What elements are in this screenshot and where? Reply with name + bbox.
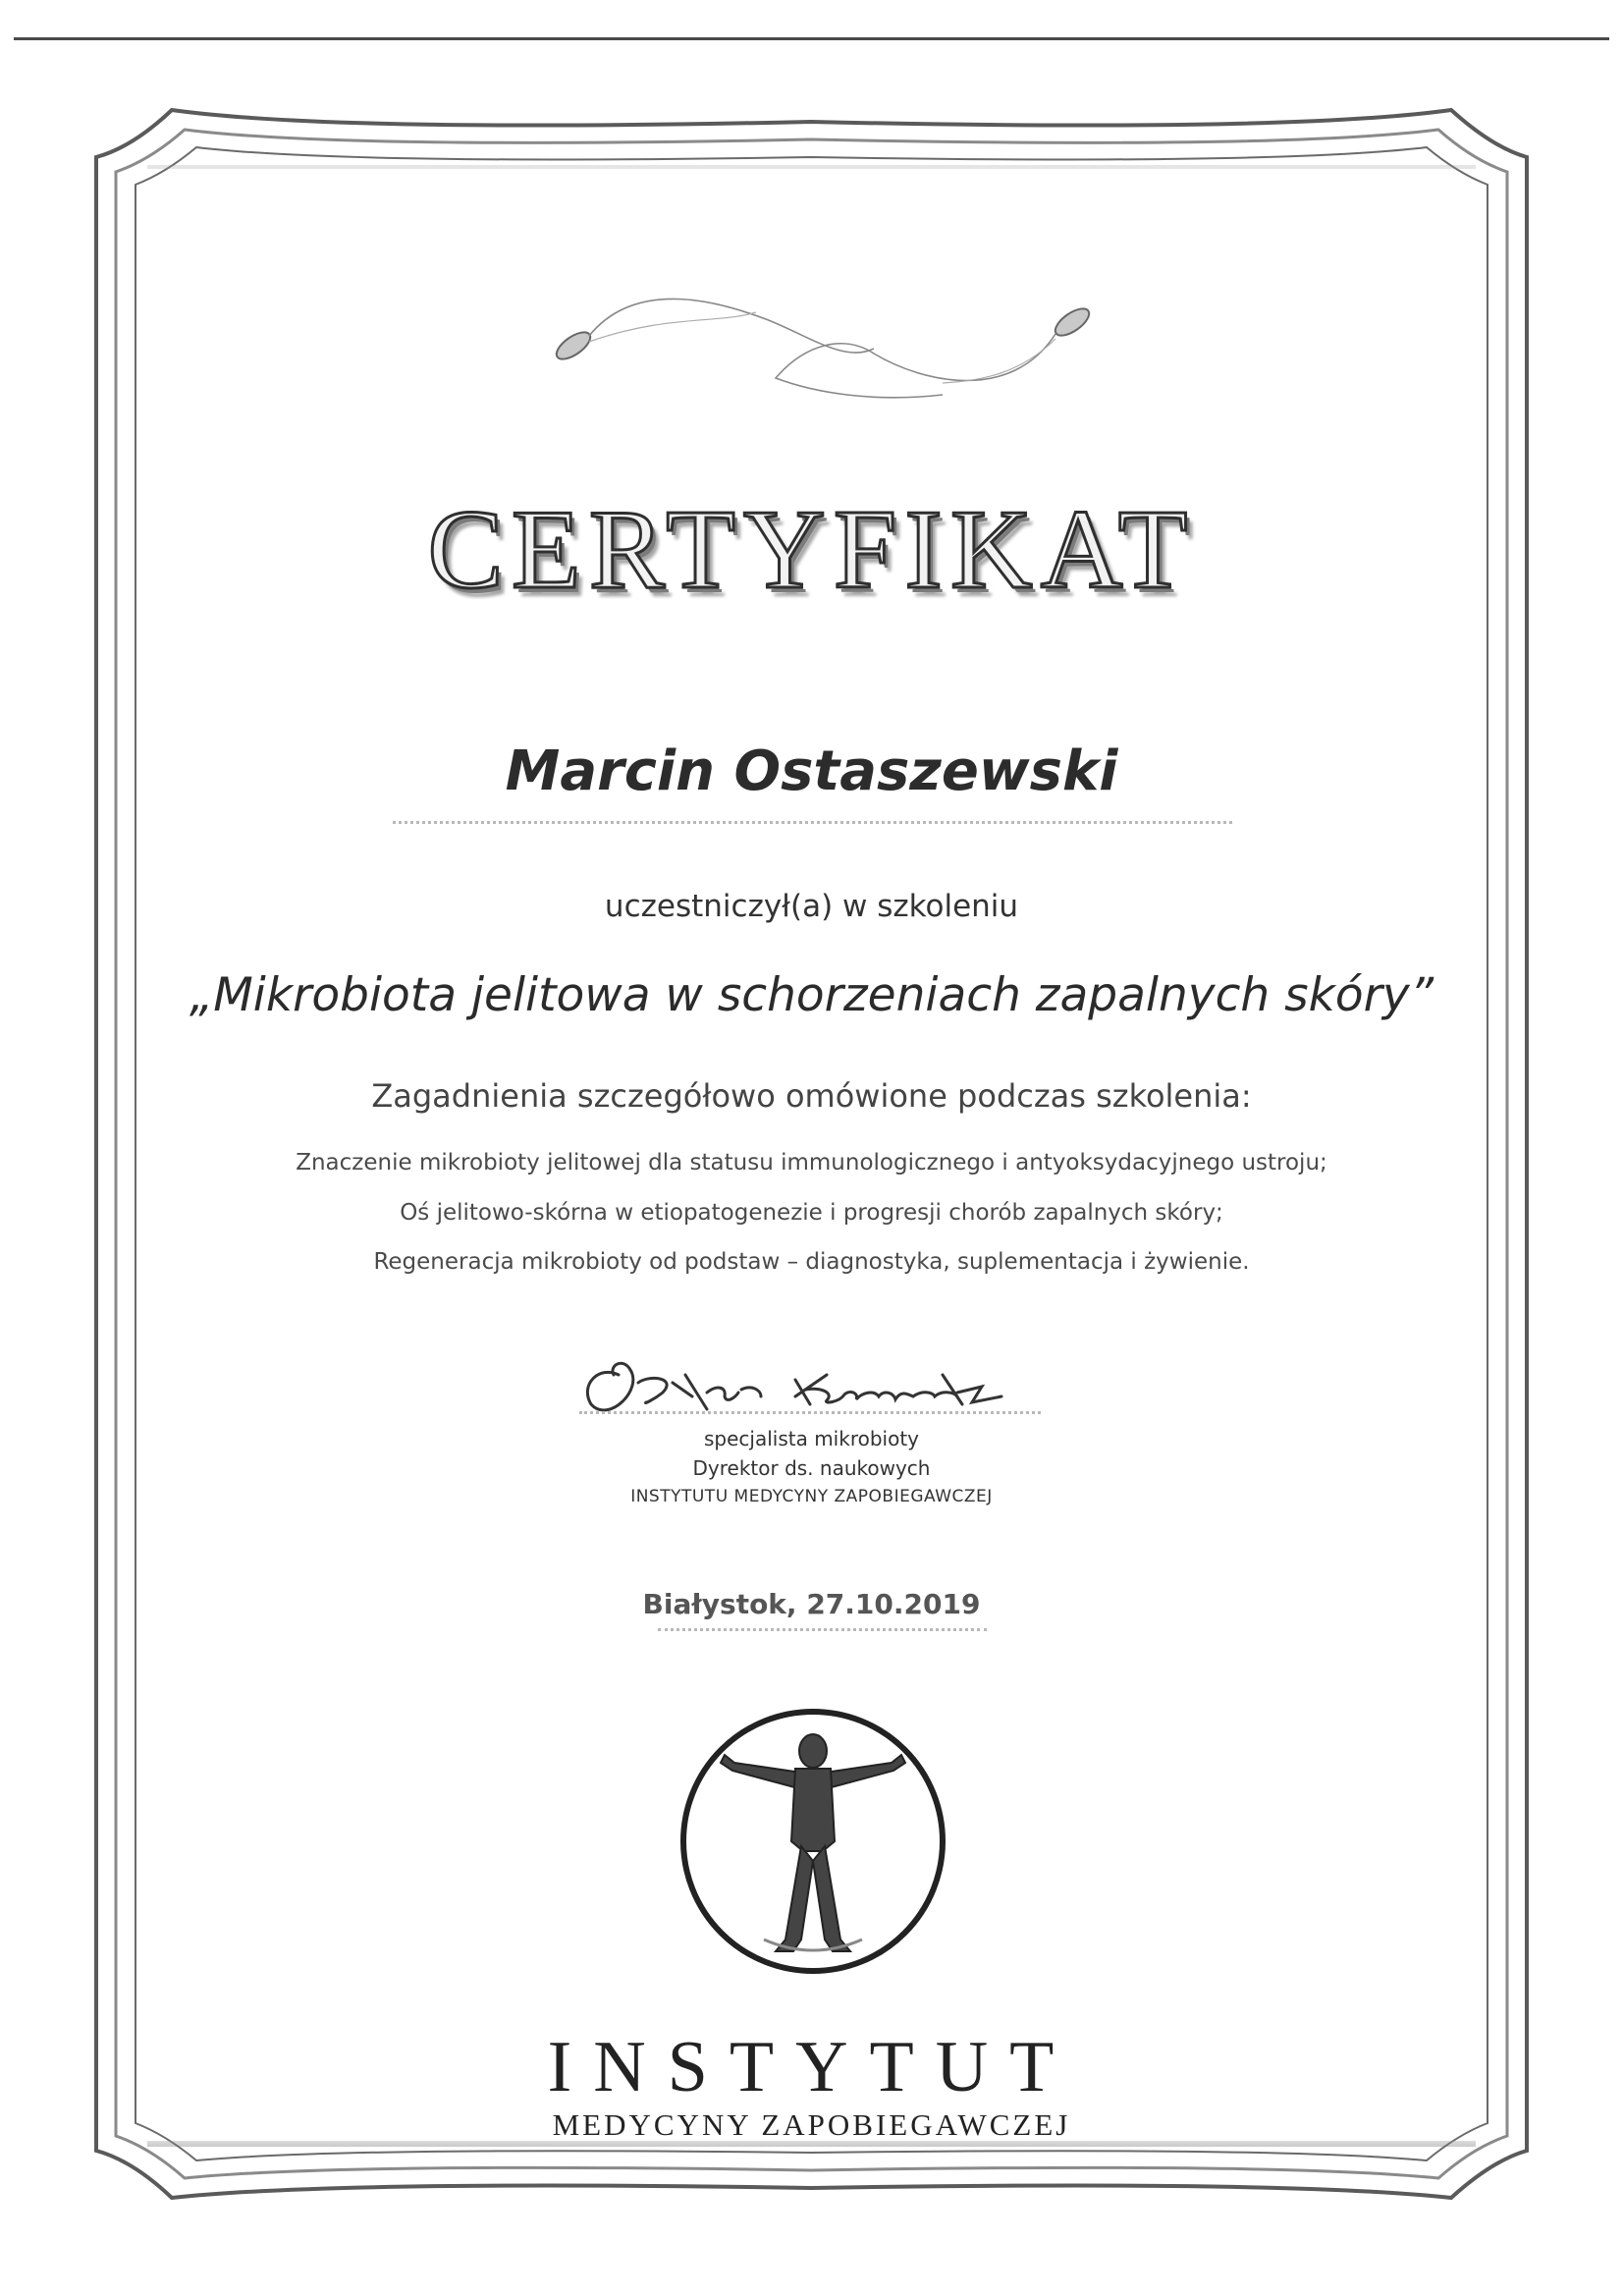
date-dotted-line xyxy=(658,1628,987,1631)
name-dotted-line xyxy=(393,821,1232,824)
signatory-role-2: Dyrektor ds. naukowych xyxy=(692,1456,931,1480)
bacteria-illustration xyxy=(550,285,1100,422)
recipient-name: Marcin Ostaszewski xyxy=(505,739,1118,803)
topics-heading: Zagadnienia szczegółowo omówione podczas szkolenia: xyxy=(371,1077,1252,1115)
topic-item-1: Znaczenie mikrobioty jelitowej dla statusu immunologicznego i antyoksydacyjnego ustroju; xyxy=(296,1150,1327,1175)
certificate-title: CERTYFIKAT xyxy=(427,487,1196,613)
participated-text: uczestniczył(a) w szkoleniu xyxy=(604,889,1019,924)
signatory-institution: INSTYTUTU MEDYCYNY ZAPOBIEGAWCZEJ xyxy=(630,1487,993,1506)
course-title: „Mikrobiota jelitowa w schorzeniach zapalnych skóry” xyxy=(189,968,1434,1022)
signatory-role-1: specjalista mikrobioty xyxy=(703,1427,920,1450)
topic-item-3: Regeneracja mikrobioty od podstaw – diagnostyka, suplementacja i żywienie. xyxy=(373,1249,1250,1275)
vitruvian-man-icon xyxy=(676,1704,950,1979)
institute-wordmark: INSTYTUT xyxy=(547,2027,1076,2107)
institute-subtitle: MEDYCYNY ZAPOBIEGAWCZEJ xyxy=(552,2107,1071,2142)
place-date: Białystok, 27.10.2019 xyxy=(642,1588,981,1620)
signature-dotted-line xyxy=(579,1411,1041,1414)
signature-image xyxy=(569,1336,1060,1434)
topic-item-2: Oś jelitowo-skórna w etiopatogenezie i progresji chorób zapalnych skóry; xyxy=(400,1200,1223,1226)
